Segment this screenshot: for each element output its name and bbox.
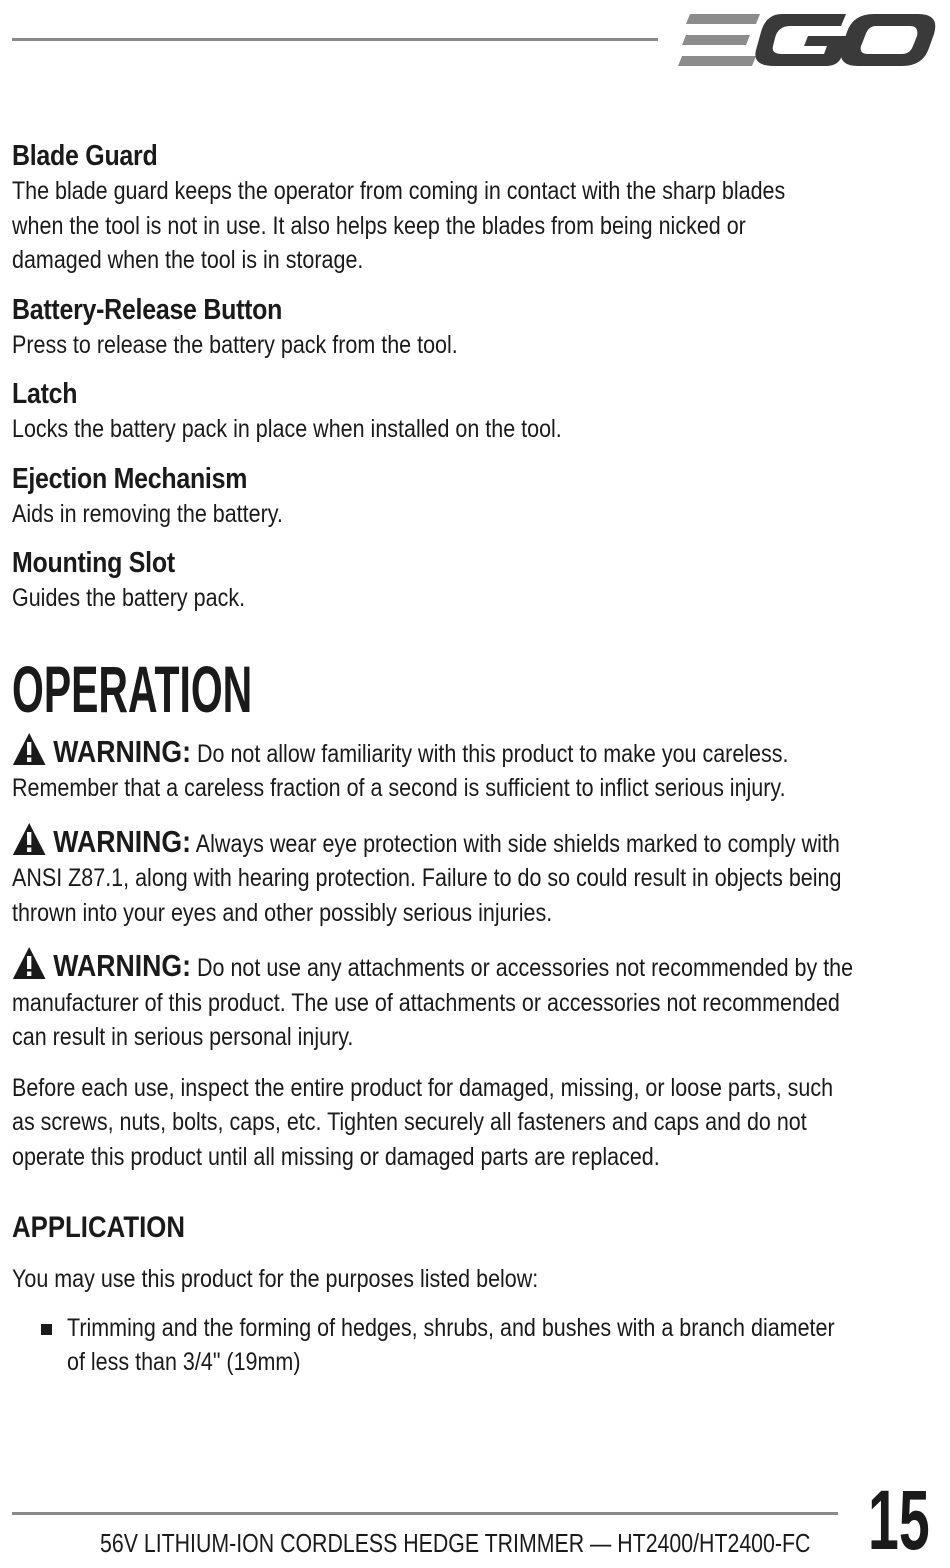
warning-eye-protection — [12, 822, 938, 931]
text-line: manufacturer of this product. The use of attachments or accessories not recommended — [12, 988, 840, 1017]
text-line: Do not allow familiarity with this product to make you careless. — [196, 739, 789, 768]
text-line: Trimming and the forming of hedges, shrubs, and bushes with a branch diameter — [67, 1313, 835, 1342]
warning-label: WARNING: — [53, 733, 192, 769]
ego-logo — [678, 10, 936, 70]
feature-title: Battery-Release Button — [12, 293, 283, 326]
feature-title: Blade Guard — [12, 140, 158, 172]
text-line: ANSI Z87.1, along with hearing protection. Failure to do so could result in objects being — [12, 864, 842, 892]
text-line: You may use this product for the purposes listed below: — [12, 1265, 539, 1293]
text-line: can result in serious personal injury. — [12, 1023, 354, 1051]
text-line: when the tool is not in use. It also helps keep the blades from being nicked or — [12, 211, 746, 240]
feature-title: Ejection Mechanism — [12, 462, 248, 495]
text-line: Before each use, inspect the entire product for damaged, missing, or loose parts, such — [12, 1073, 834, 1102]
feature-battery-release-button — [12, 292, 938, 363]
page-number: 15 — [868, 1473, 930, 1567]
text-line: damaged when the tool is in storage. — [12, 246, 364, 274]
feature-description — [12, 581, 938, 616]
operation-heading: OPERATION — [12, 651, 253, 726]
feature-description — [12, 412, 938, 447]
warning-text — [12, 946, 938, 1055]
application-list — [12, 1311, 938, 1380]
inspection-paragraph — [12, 1071, 938, 1175]
text-line: operate this product until all missing or damaged parts are replaced. — [12, 1142, 660, 1171]
text-line: of less than 3/4" (19mm) — [67, 1348, 301, 1376]
ego-logo-graphic — [678, 10, 936, 70]
warning-familiarity — [12, 732, 938, 806]
list-item — [12, 1311, 938, 1380]
application-heading: APPLICATION — [12, 1211, 185, 1244]
feature-description — [12, 174, 938, 278]
text-line: thrown into your eyes and other possibly serious injuries. — [12, 898, 553, 927]
feature-blade-guard — [12, 138, 938, 278]
text-line: Do not use any attachments or accessories not recommended by the — [196, 954, 854, 982]
warning-triangle-icon — [12, 732, 46, 766]
text-line: Press to release the battery pack from the tool. — [12, 330, 458, 359]
feature-description — [12, 497, 938, 532]
text-line: Always wear eye protection with side shields marked to comply with — [195, 829, 840, 858]
warning-label: WARNING: — [53, 823, 192, 859]
warning-triangle-icon — [12, 946, 46, 980]
footer-product-name: 56V LITHIUM-ION CORDLESS HEDGE TRIMMER — HT2400/HT2400-FC — [100, 1528, 811, 1558]
text-line: Remember that a careless fraction of a second is sufficient to inflict serious injury. — [12, 774, 786, 802]
text-line: Locks the battery pack in place when installed on the tool. — [12, 415, 562, 443]
warning-text — [12, 822, 938, 931]
footer-rule — [12, 1512, 838, 1515]
warning-label: WARNING: — [53, 948, 192, 983]
square-bullet-icon — [41, 1324, 52, 1335]
warning-text — [12, 732, 938, 806]
warning-attachments — [12, 946, 938, 1055]
page-content — [12, 138, 938, 1380]
feature-title: Latch — [12, 378, 78, 410]
feature-ejection-mechanism — [12, 461, 938, 532]
text-line: Aids in removing the battery. — [12, 499, 283, 528]
feature-description — [12, 328, 938, 363]
feature-title: Mounting Slot — [12, 547, 175, 579]
feature-latch — [12, 376, 938, 447]
header-rule — [12, 38, 658, 41]
text-line: as screws, nuts, bolts, caps, etc. Tighten securely all fasteners and caps and do not — [12, 1108, 807, 1136]
text-line: The blade guard keeps the operator from coming in contact with the sharp blades — [12, 177, 786, 205]
feature-mounting-slot — [12, 545, 938, 616]
text-line: Guides the battery pack. — [12, 584, 246, 612]
warning-triangle-icon — [12, 822, 46, 856]
application-intro — [12, 1262, 938, 1297]
